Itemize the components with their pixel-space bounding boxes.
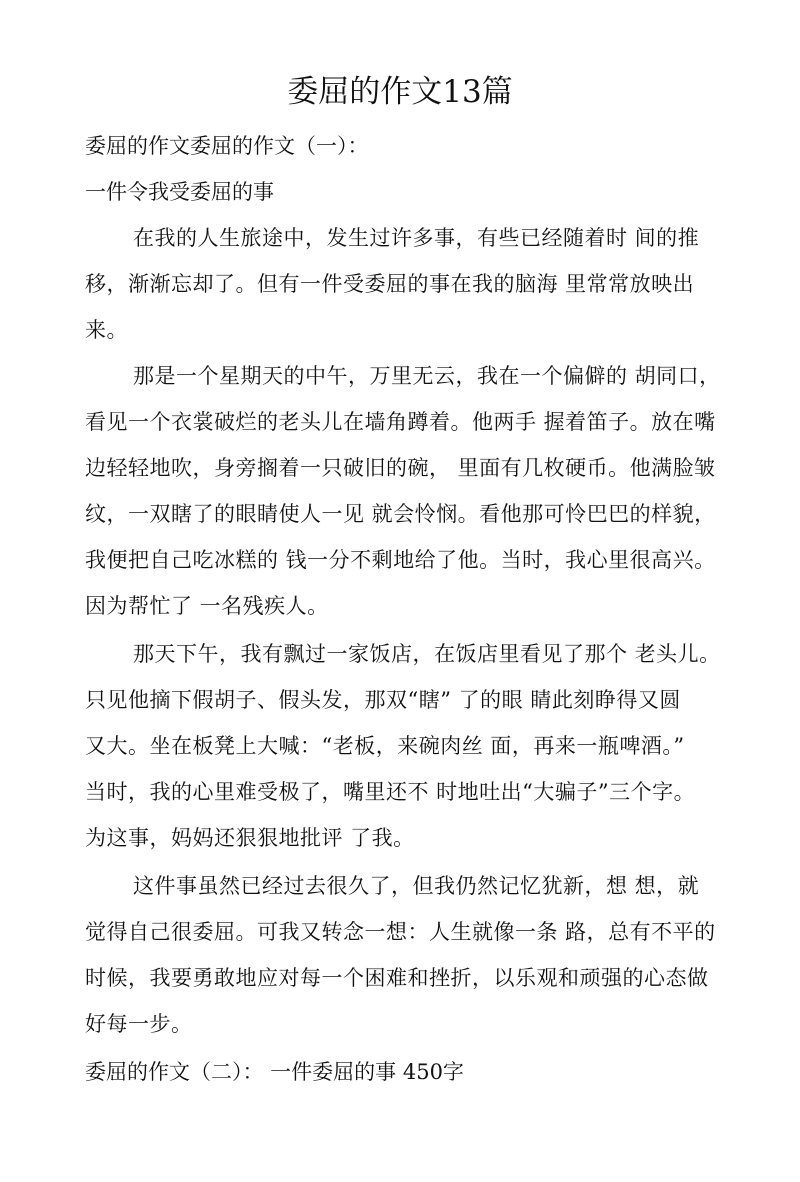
section-heading-1: 委屈的作文委屈的作文（一）： (85, 134, 369, 158)
section-heading-2: 委屈的作文（二）： 一件委屈的事 450字 (85, 1060, 464, 1084)
paragraph-3-line-4: 当时，我的心里难受极了，嘴里还不 时地吐出“大骗子”三个字。 (85, 780, 696, 804)
paragraph-1-line-3: 来。 (85, 318, 128, 342)
paragraph-4-line-3: 时候，我要勇敢地应对每一个困难和挫折，以乐观和顽强的心态做 (85, 966, 709, 990)
paragraph-3-line-2: 只见他摘下假胡子、假头发，那双“瞎” 了的眼 睛此刻睁得又圆 (85, 688, 681, 712)
paragraph-4-line-2: 觉得自己很委屈。可我又转念一想：人生就像一条 路，总有不平的 (85, 920, 716, 944)
paragraph-4-line-4: 好每一步。 (85, 1012, 193, 1036)
essay-subtitle-1: 一件令我受委屈的事 (85, 180, 274, 204)
paragraph-2-line-4: 纹，一双瞎了的眼睛使人一见 就会怜悯。看他那可怜巴巴的样貌， (85, 502, 716, 526)
paragraph-2-line-6: 因为帮忙了 一名残疾人。 (85, 594, 329, 618)
paragraph-2-line-2: 看见一个衣裳破烂的老头儿在墙角蹲着。他两手 握着笛子。放在嘴 (85, 410, 716, 434)
paragraph-2-line-1: 那是一个星期天的中午，万里无云，我在一个偏僻的 胡同口， (133, 364, 721, 388)
paragraph-2-line-3: 边轻轻地吹，身旁搁着一只破旧的碗， 里面有几枚硬币。他满脸皱 (85, 456, 716, 480)
paragraph-3-line-3: 又大。坐在板凳上大喊：“老板，来碗肉丝 面，再来一瓶啤酒。” (85, 734, 685, 758)
document-title: 委屈的作文13篇 (287, 74, 513, 110)
paragraph-1-line-2: 移，渐渐忘却了。但有一件受委屈的事在我的脑海 里常常放映出 (85, 272, 695, 296)
paragraph-3-line-1: 那天下午，我有飘过一家饭店，在饭店里看见了那个 老头儿。 (133, 642, 721, 666)
paragraph-1-line-1: 在我的人生旅途中，发生过许多事，有些已经随着时 间的推 (133, 226, 700, 250)
paragraph-4-line-1: 这件事虽然已经过去很久了，但我仍然记忆犹新，想 想，就 (133, 874, 700, 898)
paragraph-2-line-5: 我便把自己吃冰糕的 钱一分不剩地给了他。当时，我心里很高兴。 (85, 548, 716, 572)
paragraph-3-line-5: 为这事，妈妈还狠狠地批评 了我。 (85, 826, 415, 850)
